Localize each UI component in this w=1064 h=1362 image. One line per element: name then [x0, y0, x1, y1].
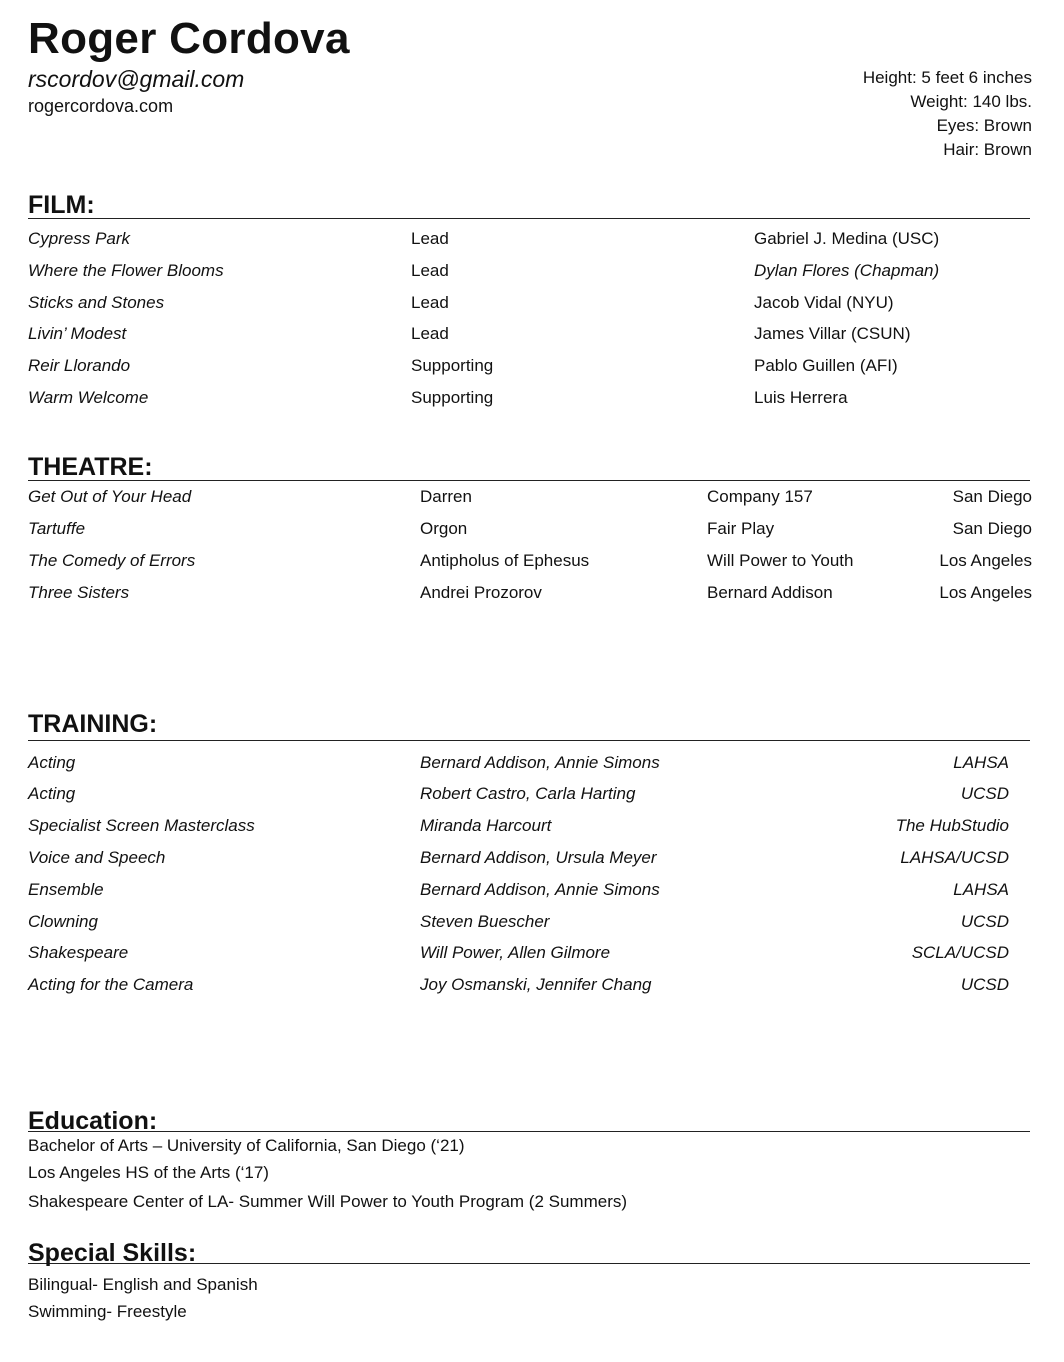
- training-teachers: Bernard Addison, Annie Simons: [420, 753, 660, 772]
- training-school: The HubStudio: [895, 816, 1009, 835]
- training-row: [0, 943, 1064, 973]
- education-item: Shakespeare Center of LA- Summer Will Power to Youth Program (2 Summers): [28, 1192, 628, 1211]
- eyes-stat: Eyes: Brown: [936, 116, 1032, 135]
- play-role: Andrei Prozorov: [420, 583, 542, 602]
- play-title: Get Out of Your Head: [28, 487, 192, 506]
- theatre-row: [0, 583, 1064, 613]
- website-url: rogercordova.com: [28, 96, 174, 116]
- actor-name: Roger Cordova: [28, 14, 350, 63]
- training-course: Voice and Speech: [28, 848, 166, 867]
- training-row: [0, 880, 1064, 910]
- film-row: [0, 229, 1064, 259]
- training-teachers: Will Power, Allen Gilmore: [420, 943, 611, 962]
- film-title: Where the Flower Blooms: [28, 261, 224, 280]
- training-row: [0, 816, 1064, 846]
- film-director: Jacob Vidal (NYU): [754, 293, 894, 312]
- training-teachers: Bernard Addison, Annie Simons: [420, 880, 660, 899]
- hair-stat: Hair: Brown: [943, 140, 1032, 159]
- film-director: Pablo Guillen (AFI): [754, 356, 898, 375]
- training-teachers: Joy Osmanski, Jennifer Chang: [420, 975, 652, 994]
- film-director: Dylan Flores (Chapman): [754, 261, 940, 280]
- training-course: Ensemble: [28, 880, 104, 899]
- film-title: Warm Welcome: [28, 388, 149, 407]
- film-heading: FILM:: [28, 190, 1030, 219]
- play-company: Fair Play: [707, 519, 775, 538]
- training-course: Clowning: [28, 912, 98, 931]
- training-row: [0, 912, 1064, 942]
- film-director: James Villar (CSUN): [754, 324, 911, 343]
- training-course: Acting: [28, 784, 76, 803]
- film-role: Lead: [411, 229, 449, 248]
- film-role: Supporting: [411, 388, 494, 407]
- film-row: [0, 356, 1064, 386]
- play-location: San Diego: [952, 519, 1032, 538]
- training-heading: TRAINING:: [28, 709, 1030, 741]
- training-school: UCSD: [960, 975, 1009, 994]
- email-address: rscordov@gmail.com: [28, 66, 245, 92]
- training-row: [0, 975, 1064, 1005]
- training-school: UCSD: [960, 784, 1009, 803]
- training-course: Acting for the Camera: [28, 975, 194, 994]
- training-row: [0, 784, 1064, 814]
- training-row: [0, 848, 1064, 878]
- training-school: LAHSA: [953, 753, 1009, 772]
- film-row: [0, 293, 1064, 323]
- training-teachers: Steven Buescher: [420, 912, 550, 931]
- training-teachers: Robert Castro, Carla Harting: [420, 784, 636, 803]
- height-stat: Height: 5 feet 6 inches: [862, 68, 1032, 87]
- training-teachers: Bernard Addison, Ursula Meyer: [420, 848, 657, 867]
- training-course: Shakespeare: [28, 943, 129, 962]
- film-director: Gabriel J. Medina (USC): [754, 229, 940, 248]
- training-school: LAHSA: [953, 880, 1009, 899]
- education-heading: Education:: [28, 1106, 1030, 1132]
- training-course: Acting: [28, 753, 76, 772]
- theatre-row: [0, 551, 1064, 581]
- theatre-row: [0, 519, 1064, 549]
- film-title: Cypress Park: [28, 229, 131, 248]
- training-row: [0, 753, 1064, 783]
- theatre-row: [0, 487, 1064, 517]
- training-course: Specialist Screen Masterclass: [28, 816, 255, 835]
- play-company: Will Power to Youth: [707, 551, 854, 570]
- education-item: Los Angeles HS of the Arts (‘17): [28, 1163, 269, 1182]
- film-row: [0, 324, 1064, 354]
- special-skills-heading: Special Skills:: [28, 1238, 1030, 1264]
- play-company: Company 157: [707, 487, 813, 506]
- film-row: [0, 388, 1064, 418]
- play-company: Bernard Addison: [707, 583, 833, 602]
- film-role: Supporting: [411, 356, 494, 375]
- film-director: Luis Herrera: [754, 388, 848, 407]
- training-teachers: Miranda Harcourt: [420, 816, 552, 835]
- physical-stats: [863, 66, 1032, 162]
- weight-stat: Weight: 140 lbs.: [910, 92, 1032, 111]
- play-location: Los Angeles: [939, 583, 1032, 602]
- training-school: SCLA/UCSD: [911, 943, 1009, 962]
- training-school: UCSD: [960, 912, 1009, 931]
- play-title: Three Sisters: [28, 583, 130, 602]
- play-location: San Diego: [952, 487, 1032, 506]
- play-title: Tartuffe: [28, 519, 86, 538]
- film-title: Sticks and Stones: [28, 293, 165, 312]
- film-row: [0, 261, 1064, 291]
- skill-item: Bilingual- English and Spanish: [28, 1275, 258, 1294]
- play-role: Antipholus of Ephesus: [420, 551, 590, 570]
- film-role: Lead: [411, 293, 449, 312]
- film-title: Reir Llorando: [28, 356, 131, 375]
- play-location: Los Angeles: [939, 551, 1032, 570]
- film-title: Livin’ Modest: [28, 324, 127, 343]
- film-role: Lead: [411, 324, 449, 343]
- training-school: LAHSA/UCSD: [900, 848, 1009, 867]
- play-role: Darren: [420, 487, 472, 506]
- play-role: Orgon: [420, 519, 468, 538]
- theatre-heading: THEATRE:: [28, 452, 1030, 481]
- education-item: Bachelor of Arts – University of California, San Diego (‘21): [28, 1136, 465, 1155]
- film-role: Lead: [411, 261, 449, 280]
- play-title: The Comedy of Errors: [28, 551, 196, 570]
- skill-item: Swimming- Freestyle: [28, 1302, 187, 1321]
